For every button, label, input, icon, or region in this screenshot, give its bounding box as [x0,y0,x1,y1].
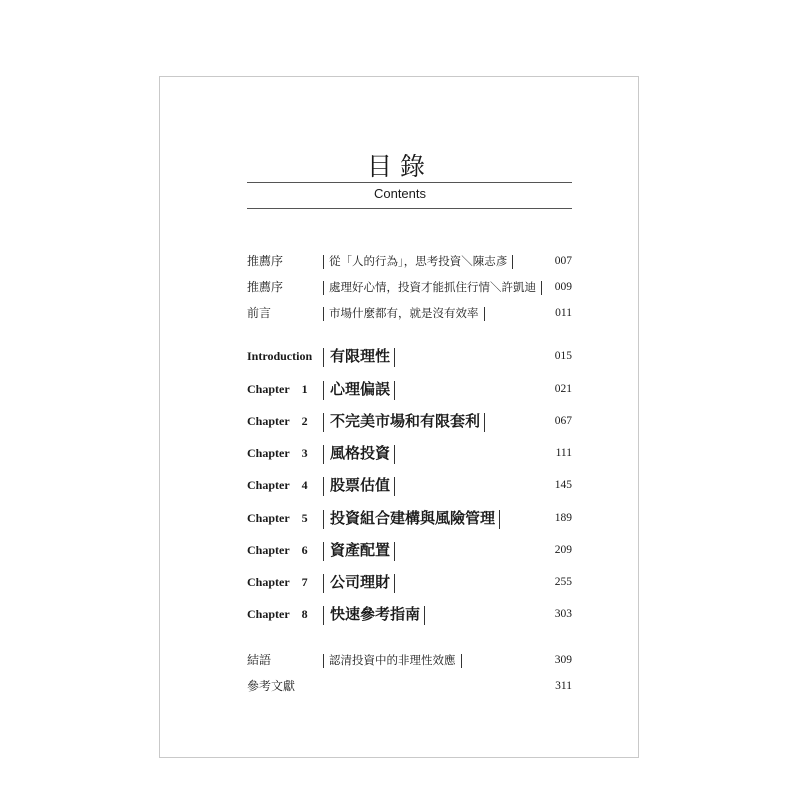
entry-title: 心理偏誤 [323,377,395,401]
toc-entry-chapter-1[interactable] [247,377,572,401]
entry-page-number: 311 [555,680,572,692]
entry-page-number: 303 [554,608,572,620]
title-rule-bottom [247,208,572,209]
entry-label: Chapter 6 [247,543,308,557]
entry-title: 資產配置 [323,538,395,562]
entry-label: 前言 [247,306,272,320]
entry-page-number: 309 [554,654,572,666]
entry-page-number: 015 [554,350,572,362]
page-subtitle: Contents [373,186,427,201]
toc-entry-foreword-1[interactable] [247,249,572,273]
toc-page [159,76,639,758]
entry-title: 有限理性 [323,344,395,368]
entry-label: Introduction [247,349,313,363]
entry-title: 從「人的行為」，思考投資＼陳志彥 [323,249,513,273]
entry-label: 推薦序 [247,280,284,294]
entry-page-number: 189 [554,512,572,524]
entry-title: 不完美市場和有限套利 [323,409,485,433]
toc-entry-conclusion[interactable] [247,648,572,672]
entry-page-number: 209 [554,544,572,556]
toc-entry-chapter-6[interactable] [247,538,572,562]
entry-label: 結語 [247,653,272,667]
entry-title: 快速參考指南 [323,602,425,626]
toc-entry-references[interactable] [247,674,572,698]
entry-label: Chapter 5 [247,511,308,525]
entry-title: 市場什麼都有，就是沒有效率 [323,301,485,325]
toc-entry-chapter-5[interactable] [247,506,572,530]
entry-label: Chapter 1 [247,382,308,396]
entry-title: 投資組合建構與風險管理 [323,506,500,530]
entry-title: 認清投資中的非理性效應 [323,648,462,672]
entry-page-number: 009 [554,281,572,293]
entry-label: Chapter 3 [247,446,308,460]
toc-entry-preface[interactable] [247,301,572,325]
toc-entry-chapter-8[interactable] [247,602,572,626]
entry-page-number: 255 [554,576,572,588]
entry-label: Chapter 4 [247,478,308,492]
entry-title: 風格投資 [323,441,395,465]
entry-label: 推薦序 [247,254,284,268]
entry-page-number: 021 [554,383,572,395]
toc-entry-chapter-7[interactable] [247,570,572,594]
entry-label: Chapter 2 [247,414,308,428]
toc-entry-introduction[interactable] [247,344,572,368]
entry-label: 參考文獻 [247,679,296,693]
entry-title: 公司理財 [323,570,395,594]
entry-page-number: 067 [554,415,572,427]
title-rule-top [247,182,572,183]
entry-label: Chapter 8 [247,607,308,621]
entry-title: 股票估值 [323,473,395,497]
entry-page-number: 007 [554,255,572,267]
entry-page-number: 145 [554,479,572,491]
toc-entry-chapter-2[interactable] [247,409,572,433]
entry-title: 處理好心情，投資才能抓住行情＼許凱迪 [323,275,542,299]
entry-label: Chapter 7 [247,575,308,589]
toc-entry-foreword-2[interactable] [247,275,572,299]
page-title: 目錄 [366,152,433,181]
entry-page-number: 111 [555,447,572,459]
entry-page-number: 011 [555,307,572,319]
toc-entry-chapter-3[interactable] [247,441,572,465]
toc-entry-chapter-4[interactable] [247,473,572,497]
